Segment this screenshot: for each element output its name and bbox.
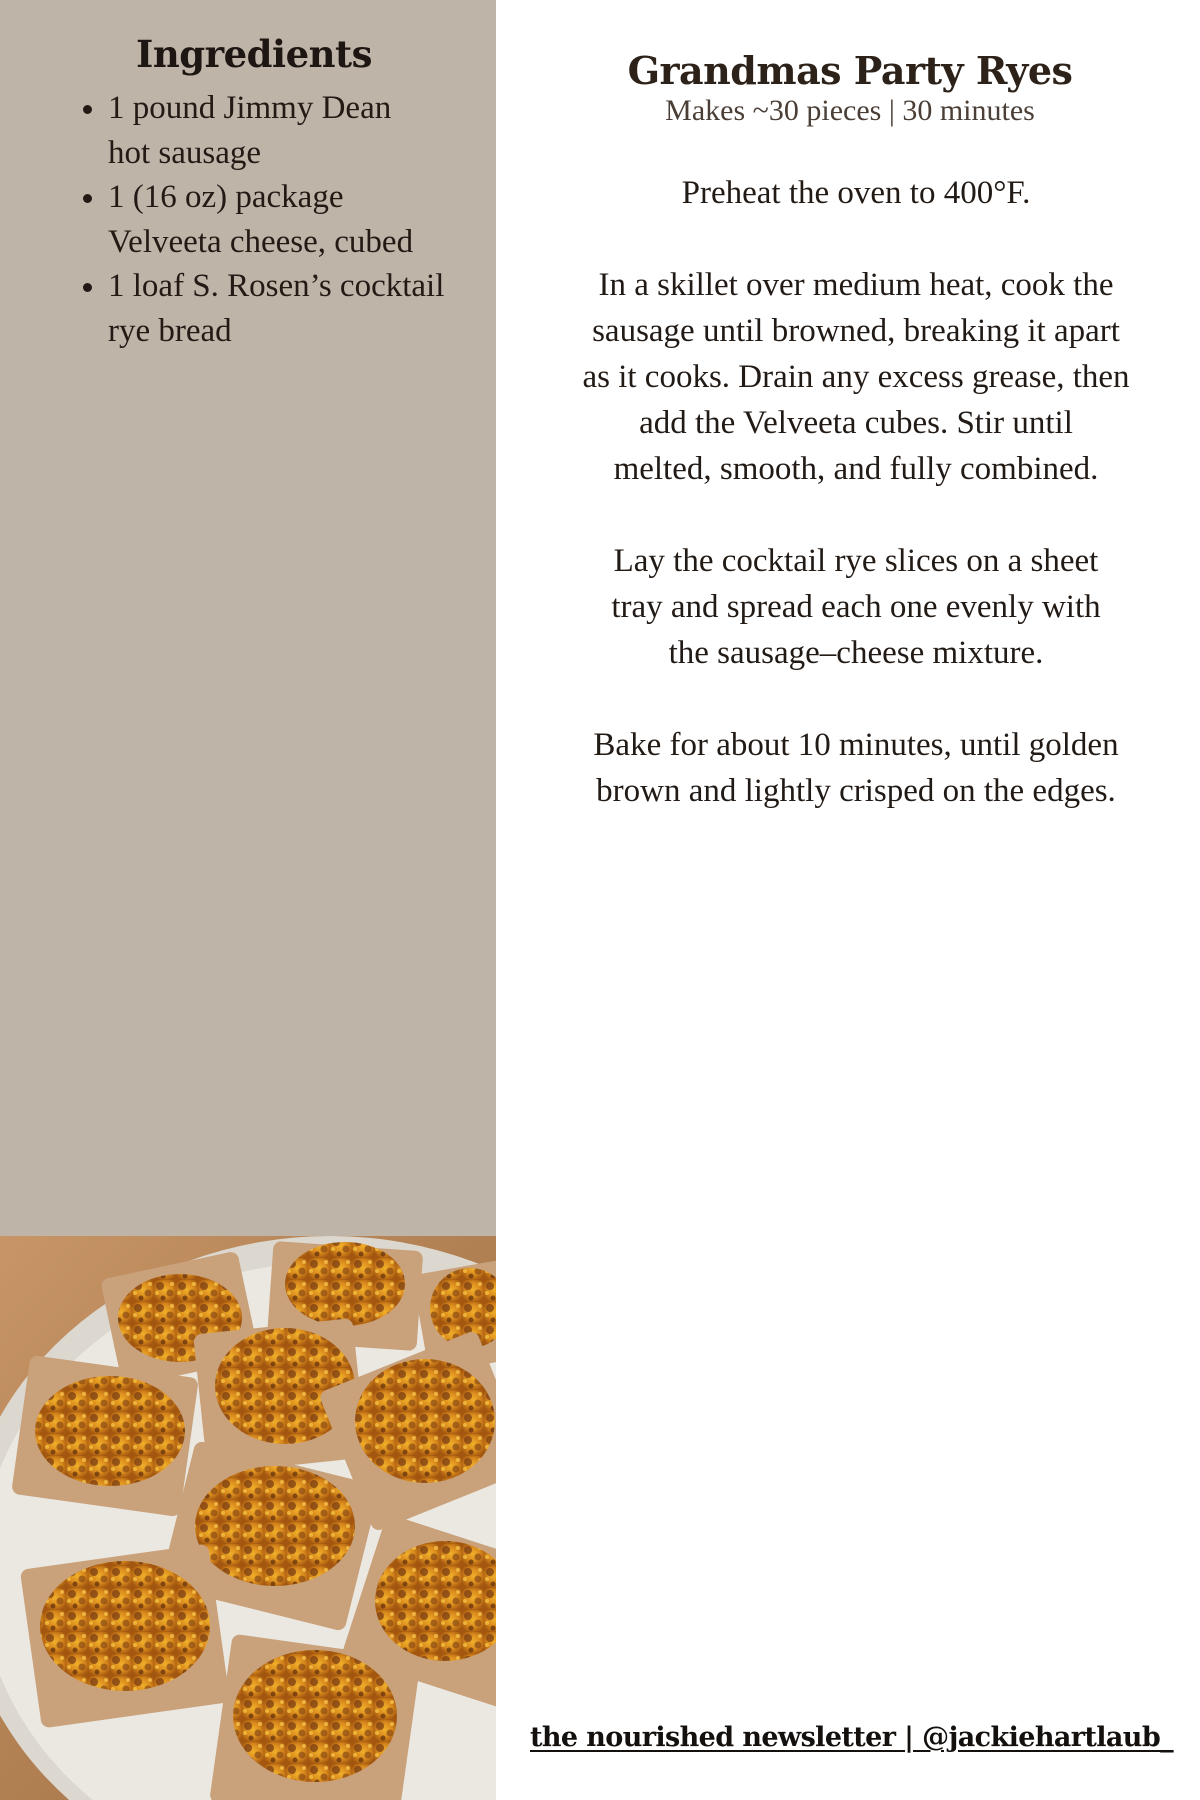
recipe-instructions (546, 170, 1166, 860)
step-line: the sausage–cheese mixture. (668, 635, 1044, 671)
step-line: melted, smooth, and fully combined. (613, 451, 1099, 487)
step-line: Lay the cocktail rye slices on a sheet (613, 543, 1099, 579)
step-line: tray and spread each one evenly with (611, 589, 1101, 625)
recipe-step (546, 538, 1166, 676)
ingredient-line: • 1 (16 oz) package (108, 179, 344, 215)
recipe-title: Grandmas Party Ryes (627, 48, 1073, 93)
ingredients-panel (0, 0, 496, 1236)
ingredients-list (64, 86, 518, 353)
ingredient-line: • 1 loaf S. Rosen’s cocktail (108, 268, 445, 304)
ingredients-heading: Ingredients (136, 32, 372, 76)
step-line: sausage until browned, breaking it apart (592, 313, 1120, 349)
step-line: add the Velveeta cubes. Stir until (639, 405, 1073, 441)
party-ryes-photo (0, 1236, 496, 1800)
recipe-yield-time: Makes ~30 pieces | 30 minutes (665, 94, 1035, 127)
recipe-step (546, 262, 1166, 492)
ingredient-line: • 1 pound Jimmy Dean (108, 90, 392, 126)
rye-toast (20, 1544, 230, 1729)
rye-toast (11, 1355, 199, 1517)
ingredient-item (108, 86, 518, 175)
rye-toast (209, 1634, 421, 1800)
step-line: Preheat the oven to 400°F. (681, 175, 1031, 211)
step-line: In a skillet over medium heat, cook the (598, 267, 1114, 303)
newsletter-credit-link[interactable]: the nourished newsletter | @jackiehartlaub_ (530, 1722, 1174, 1753)
step-line: Bake for about 10 minutes, until golden (593, 727, 1119, 763)
step-line: brown and lightly crisped on the edges. (596, 773, 1116, 809)
ingredient-item (108, 175, 518, 264)
step-line: as it cooks. Drain any excess grease, then (582, 359, 1130, 395)
ingredient-line: hot sausage (108, 134, 262, 171)
ingredient-line: Velveeta cheese, cubed (108, 223, 414, 260)
recipe-step (546, 722, 1166, 814)
ingredient-line: rye bread (108, 312, 232, 349)
recipe-step (546, 170, 1166, 216)
party-ryes-photo-svg (0, 1236, 496, 1800)
ingredient-item (108, 264, 518, 353)
